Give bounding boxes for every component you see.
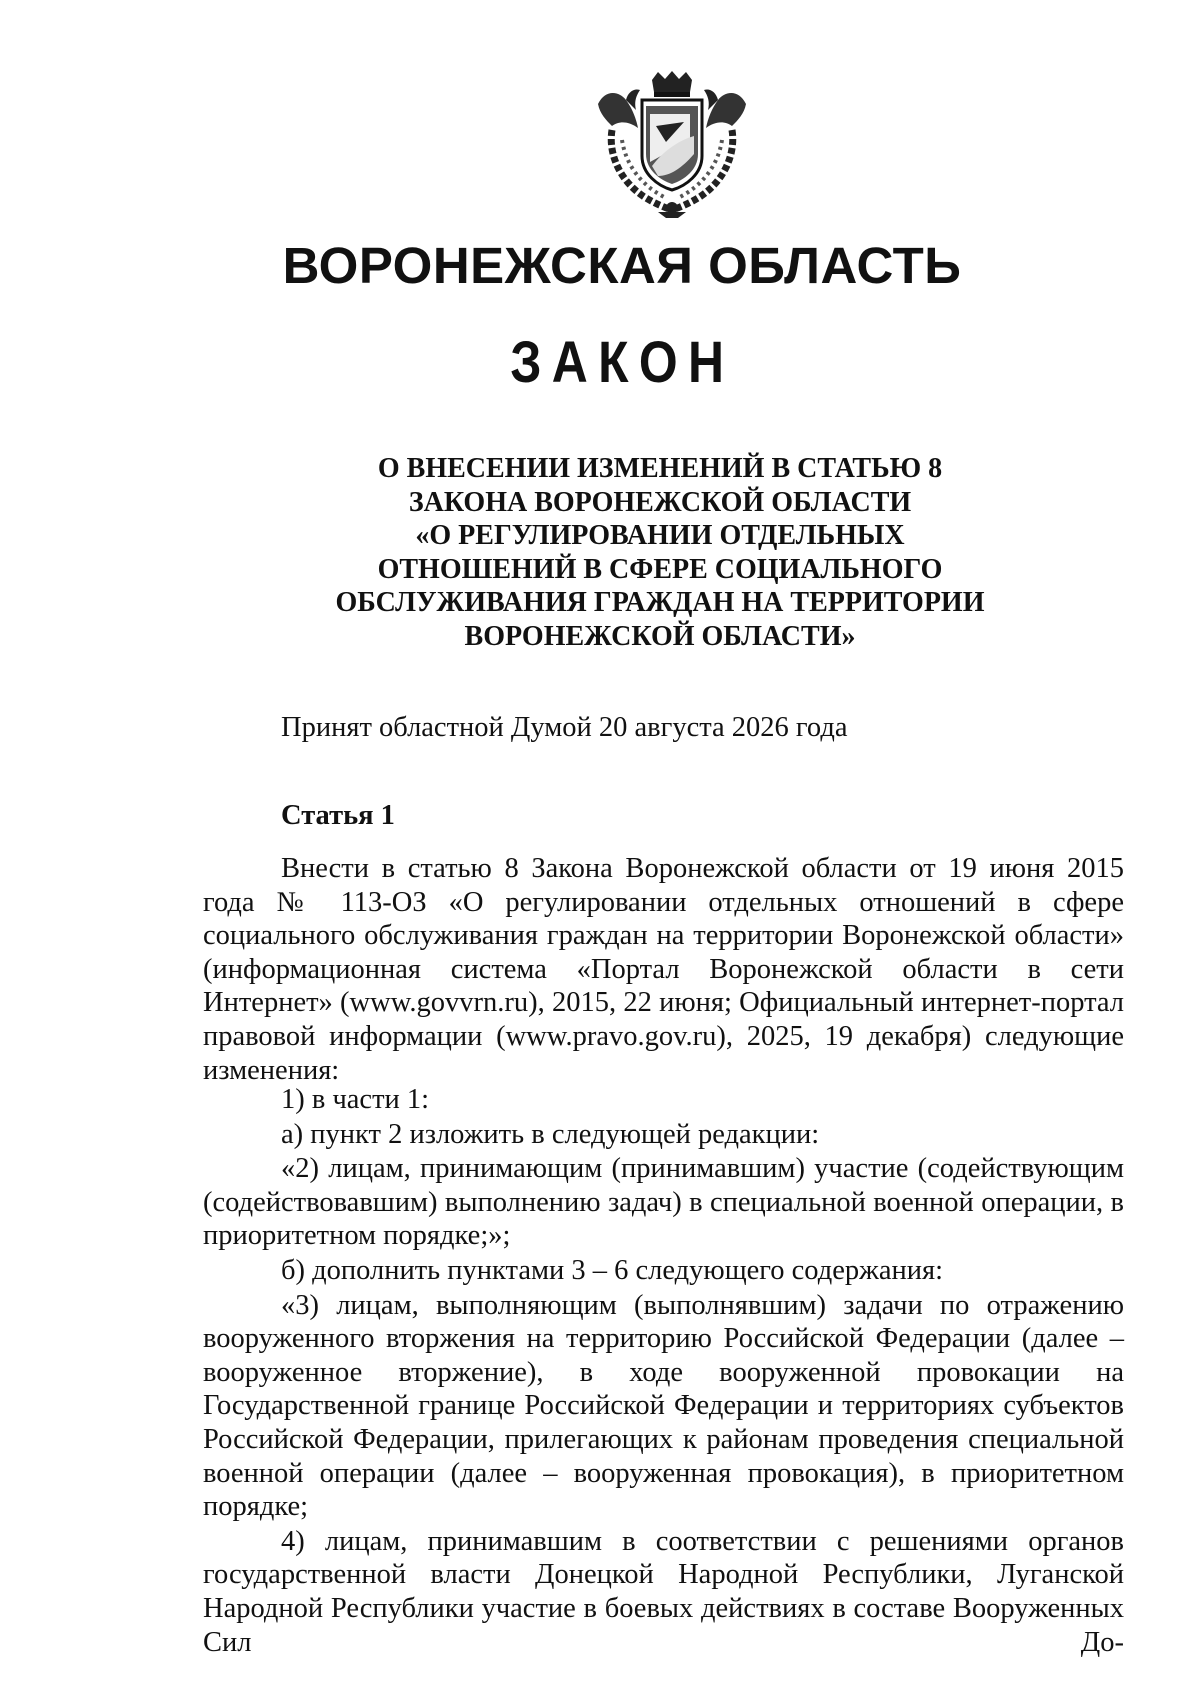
amendment-item: а) пункт 2 изложить в следующей редакции:: [281, 1118, 820, 1150]
region-name: ВОРОНЕЖСКАЯ ОБЛАСТЬ: [282, 237, 962, 294]
law-title-line: ВОРОНЕЖСКОЙ ОБЛАСТИ»: [464, 620, 856, 652]
amendment-items: [203, 1083, 1124, 1660]
law-title-line: ЗАКОНА ВОРОНЕЖСКОЙ ОБЛАСТИ: [408, 486, 912, 518]
law-title: [300, 452, 1020, 653]
amendment-item: «2) лицам, принимающим (принимавшим) участие (содействующим (содействовавшим) выполнению задач) в специальной военной операции, в приоритетном порядке;»;: [203, 1153, 1124, 1252]
coat-of-arms-icon: [586, 70, 758, 218]
law-title-line: «О РЕГУЛИРОВАНИИ ОТДЕЛЬНЫХ: [415, 520, 905, 551]
article-heading: Статья 1: [281, 800, 395, 831]
law-title-line: ОТНОШЕНИЙ В СФЕРЕ СОЦИАЛЬНОГО: [377, 553, 943, 585]
law-title-line: О ВНЕСЕНИИ ИЗМЕНЕНИЙ В СТАТЬЮ 8: [377, 453, 943, 484]
amendment-item: 4) лицам, принимавшим в соответствии с решениями органов государственной власти Донецкой Народной Республики, Луганской Народной Республики участие в боевых действиях в составе Вооруженных Сил До-: [203, 1525, 1124, 1658]
article-intro-paragraph: Внести в статью 8 Закона Воронежской области от 19 июня 2015 года № 113-ОЗ «О регулировании отдельных отношений в сфере социального обслуживания граждан на территории Воронежской области» (информационная система «Портал Воронежской области в сети Интернет» (www.govvrn.ru), 2015, 22 июня; Официальный интернет-портал правовой информации (www.pravo.gov.ru), 2025, 19 декабря) следующие изменения:: [203, 853, 1124, 1086]
document-type: ЗАКОН: [509, 330, 735, 395]
law-title-line: ОБСЛУЖИВАНИЯ ГРАЖДАН НА ТЕРРИТОРИИ: [335, 587, 985, 618]
amendment-item: б) дополнить пунктами 3 – 6 следующего содержания:: [281, 1254, 943, 1286]
article-intro: [203, 852, 1124, 1087]
adoption-date: Принят областной Думой 20 августа 2026 года: [281, 712, 848, 743]
amendment-item: «3) лицам, выполняющим (выполнявшим) задачи по отражению вооруженного вторжения на территорию Российской Федерации (далее – вооруженное вторжение), в ходе вооруженной провокации на Государственной границе Российской Федерации и территориях субъектов Российской Федерации, прилегающих к районам проведения специальной военной операции (далее – вооруженная провокация), в приоритетном порядке;: [203, 1289, 1124, 1523]
amendment-item: 1) в части 1:: [281, 1084, 430, 1115]
